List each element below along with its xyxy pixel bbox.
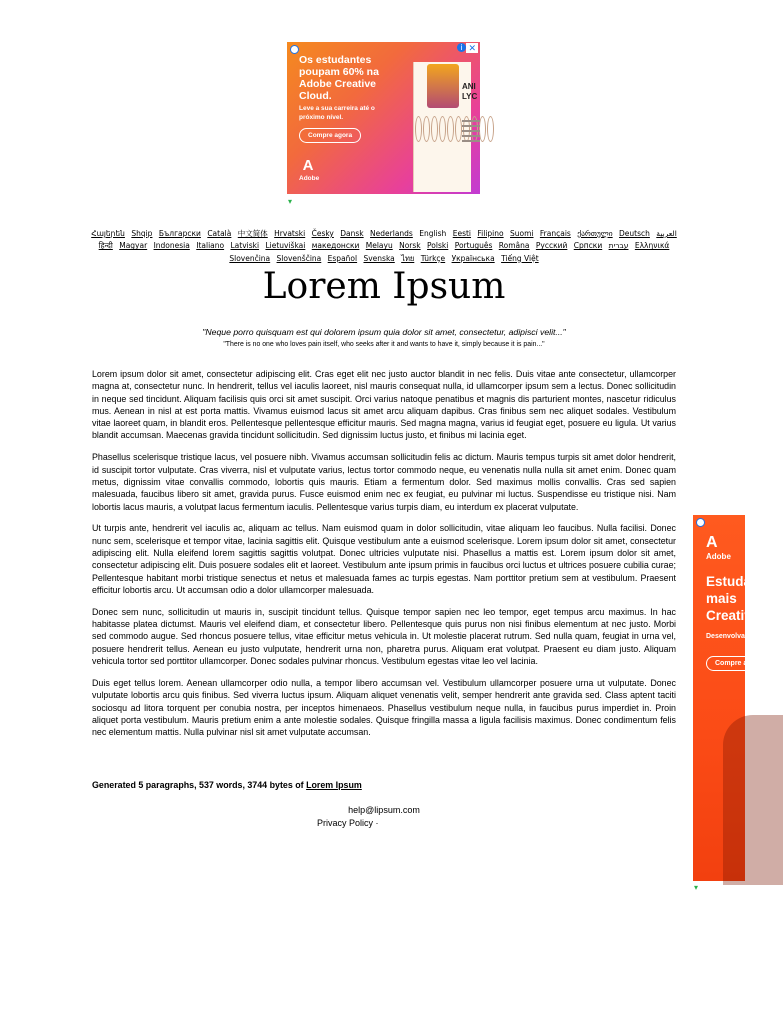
side-ad-subtext: Desenvolva <box>706 633 745 640</box>
adchoices-icon[interactable] <box>696 518 705 527</box>
paragraph: Lorem ipsum dolor sit amet, consectetur adipiscing elit. Cras eget elit nec justo auctor blandit in nec felis. Duis vitae ante consectetur, ullamcorper magna at, consectetur nunc. In hendrerit, tellus vel iaculis laoreet, nisl mauris consequat nulla, id ullamcorper ipsum sem a lectus. Donec sollicitudin in neque sed tincidunt. Aliquam facilisis quis orci sit amet suscipit. Orci varius natoque penatibus et magnis dis parturient montes, nascetur ridiculus mus. Aenean in nisl at est porta mattis. Vivamus euismod lacus sit amet arcu aliquam dapibus. Cras finibus sem nec aliquet sodales. Vestibulum vitae laoreet quam, in blandit eros. Pellentesque pellentesque efficitur mauris. Sed magna magna, varius id feugiat eget, posuere eu ligula. Ut varius blandit accumsan. Maecenas gravida tincidunt sollicitudin. Sed dignissim luctus justo, et finibus mi lacinia eget. <box>92 369 676 441</box>
adchoices-icon[interactable] <box>290 45 299 54</box>
language-link[interactable]: Magyar <box>119 241 148 251</box>
ad-photo-text: ANI LYC <box>462 82 478 101</box>
quote-latin: "Neque porro quisquam est qui dolorem ipsum quia dolor sit amet, consectetur, adipisci velit..." <box>202 327 566 337</box>
language-link[interactable]: македонски <box>311 241 360 251</box>
language-link[interactable]: ไทย <box>401 253 415 263</box>
paragraph: Donec sem nunc, sollicitudin ut mauris in, suscipit tincidunt tellus. Quisque tempor sapien nec leo tempor, eget tempus arcu maximus. In hac habitasse platea dictumst. Mauris vel eleifend diam, et consectetur libero. Pellentesque quis purus non nisi finibus elementum at nec justo. Morbi sed commodo augue. Sed rhoncus posuere tellus, vitae efficitur metus vehicula in. Ut molestie placerat rutrum. Sed nulla quam, feugiat in urna vel, posuere hendrerit tellus. Aenean eu justo vulputate, hendrerit urna non, pharetra purus. Aliquam erat volutpat. Praesent eu diam justo. Aliquam vehicula tortor sed porttitor ullamcorper. Donec sodales pulvinar rhoncus. Vestibulum egestas vitae leo vel lacinia. <box>92 606 676 667</box>
ad-headline: Os estudantes poupam 60% na Adobe Creative Cloud. <box>299 54 379 102</box>
language-link[interactable]: Français <box>539 229 571 238</box>
ad-close-icon[interactable]: ✕ <box>468 43 476 53</box>
generated-summary-text: Generated 5 paragraphs, 537 words, 3744 bytes of <box>92 780 307 790</box>
paragraph: Phasellus scelerisque tristique lacus, vel posuere nibh. Vivamus accumsan sollicitudin felis ac dictum. Mauris tempus turpis sit amet dolor hendrerit, id suscipit tortor vulputate. Cras viverra, nisl et vulputate varius, lectus tortor commodo neque, eu venenatis nulla nulla sit amet enim. Donec quam metus, dignissim vitae convallis commodo, lobortis quis mauris. Etiam a fermentum dolor. Sed maximus mollis convallis. Cras sed sapien malesuada, faucibus libero sit amet, gravida purus. Fusce euismod enim nec ex feugiat, eu pulvinar mi luctus. Suspendisse eu tristique nisi. Nam lobortis lacus mauris, a volutpat lacus fermentum iaculis. Pellentesque varius turpis diam, eu interdum ex placerat vulputate. <box>92 452 676 512</box>
ad-brand: Adobe <box>299 175 320 182</box>
language-link[interactable]: Nederlands <box>370 229 413 238</box>
language-link[interactable]: Indonesia <box>153 241 190 251</box>
language-link[interactable]: हिन्दी <box>98 241 113 251</box>
generated-summary <box>92 780 676 790</box>
language-link[interactable]: Slovenčina <box>229 253 271 263</box>
language-link[interactable]: Eesti <box>452 229 472 238</box>
language-link[interactable]: Filipino <box>477 229 504 238</box>
side-ad-photo <box>723 715 783 885</box>
language-link[interactable]: Lietuviškai <box>265 241 306 251</box>
language-link[interactable]: ‫العربية <box>656 229 677 238</box>
adobe-logo-icon: A <box>302 157 314 174</box>
language-link[interactable]: Hrvatski <box>274 229 306 238</box>
ad-notebook-spring <box>415 116 494 142</box>
quote-english: "There is no one who loves pain itself, who seeks after it and wants to have it, simply because it is pain..." <box>223 341 545 348</box>
language-link[interactable]: Suomi <box>510 229 534 238</box>
ad-marker-icon[interactable]: ▾ <box>694 883 699 892</box>
language-link[interactable]: Melayu <box>365 241 393 251</box>
privacy-policy-link[interactable]: Privacy Policy · <box>317 818 379 828</box>
language-link[interactable]: Türkçe <box>420 253 446 263</box>
language-list <box>88 228 680 265</box>
side-ad-brand: Adobe <box>706 552 731 561</box>
language-link[interactable]: Հայերեն <box>91 229 125 238</box>
language-link[interactable]: Pyccкий <box>535 241 568 251</box>
language-link[interactable]: Latviski <box>230 241 260 251</box>
language-link[interactable]: Català <box>207 229 232 238</box>
ad-marker-icon[interactable]: ▾ <box>288 197 293 206</box>
language-link[interactable]: Norsk <box>399 241 421 251</box>
ad-info-icon[interactable]: i <box>457 43 466 52</box>
contact-email-text[interactable]: help@lipsum.com <box>348 805 420 815</box>
lorem-ipsum-link[interactable]: Lorem Ipsum <box>306 780 362 790</box>
language-link[interactable]: Româna <box>498 241 530 251</box>
language-link[interactable]: Polski <box>427 241 449 251</box>
language-link[interactable]: Español <box>327 253 358 263</box>
paragraph: Duis eget tellus lorem. Aenean ullamcorper odio nulla, a tempor libero accumsan vel. Vestibulum ullamcorper posuere urna ut vulputate. Donec vulputate lobortis arcu quis finibus. Sed viverra luctus ipsum. Aliquam aliquet venenatis velit, semper hendrerit ante gravida sed. Class aptent taciti sociosqu ad litora torquent per conubia nostra, per inceptos himenaeos. Phasellus vestibulum neque nulla, in faucibus purus imperdiet in. Proin aliquet porta vestibulum. Mauris pretium enim a ante molestie sodales. Quisque fringilla massa a ligula facilisis maximus. Donec condimentum felis nec elementum mattis. Nulla pulvinar nisl sit amet vulputate accumsan. <box>92 677 676 738</box>
language-link[interactable]: Italiano <box>196 241 225 251</box>
language-link[interactable]: Português <box>454 241 493 251</box>
language-link[interactable]: Česky <box>311 229 334 238</box>
ad-subtext: Leve a sua carreira até o próximo nível. <box>299 105 375 121</box>
ad-cta-button[interactable]: Compre agora <box>299 128 361 143</box>
language-link: English <box>419 229 447 238</box>
ad-text-lines <box>462 120 480 145</box>
language-link[interactable]: 中文简体 <box>237 229 268 238</box>
language-link[interactable]: ‫עברית <box>608 241 629 251</box>
language-link[interactable]: Shqip <box>131 229 153 238</box>
language-link[interactable]: Slovenščina <box>276 253 322 263</box>
language-link[interactable]: ქართული <box>577 229 613 238</box>
language-link[interactable]: Dansk <box>340 229 364 238</box>
contact-email <box>0 805 768 815</box>
top-ad-banner[interactable] <box>287 42 480 194</box>
lipsum-text <box>92 368 676 748</box>
language-link[interactable]: Српски <box>573 241 603 251</box>
language-link[interactable]: Ελληνικά <box>634 241 670 251</box>
language-link[interactable]: Deutsch <box>619 229 650 238</box>
page-title: Lorem Ipsum <box>262 266 506 307</box>
language-link[interactable]: Svenska <box>363 253 395 263</box>
side-ad-headline: Estudantes mais Creative <box>706 574 779 623</box>
language-link[interactable]: Български <box>158 229 201 238</box>
ad-photo <box>427 64 459 108</box>
language-link[interactable]: Tiếng Việt <box>501 253 539 263</box>
side-ad-cta-button[interactable]: Compre agora <box>706 656 771 671</box>
adobe-logo-icon: A <box>706 534 718 551</box>
paragraph: Ut turpis ante, hendrerit vel iaculis ac, aliquam ac tellus. Nam euismod quam in dolor sollicitudin, vitae aliquam leo faucibus. Nulla facilisi. Donec nunc sem, scelerisque et tempor vitae, lacinia sagittis elit. Quisque vestibulum ante a euismod scelerisque. Lorem ipsum dolor sit amet, consectetur adipiscing elit. Nulla eleifend lorem sagittis sagittis volutpat. Donec ultricies vulputate nisi. Phasellus a mattis est. Lorem ipsum dolor sit amet, consectetur adipiscing elit. Duis posuere sodales elit et laoreet. Vestibulum ante ipsum primis in faucibus orci luctus et ultrices posuere cubilia curae; Pellentesque habitant morbi tristique senectus et netus et malesuada fames ac turpis egestas. Nam porttitor pretium sem at vestibulum. Praesent efficitur lobortis arcu. Ut accumsan odio a dolor ullamcorper malesuada. <box>92 523 676 595</box>
side-ad-banner[interactable] <box>693 515 779 881</box>
language-link[interactable]: Українська <box>451 253 495 263</box>
